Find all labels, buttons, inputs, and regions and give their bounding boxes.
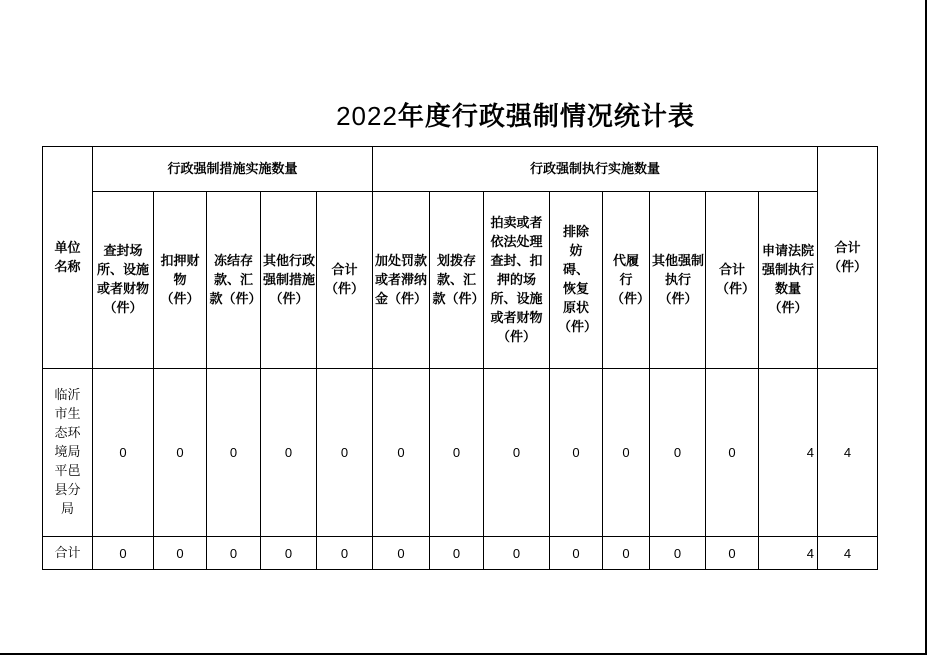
value-cell: 0 [93,369,154,537]
col-header-cell [706,192,759,369]
value-cell: 4 [759,537,818,570]
col-header-other-exec: 其他强制执行（件） [652,253,705,307]
col-header-other-measure: 其他行政强制措施（件） [263,253,316,307]
col-header-measure-total: 合计（件） [324,263,364,297]
title-year: 2022 [336,101,398,131]
col-header-cell [550,192,603,369]
value-cell: 0 [207,369,261,537]
value-cell: 4 [759,369,818,537]
value-cell: 0 [261,369,317,537]
col-header-substitute: 代履行（件） [611,253,651,307]
total-header-cell [818,147,878,369]
col-header-cell [93,192,154,369]
col-header-fine: 加处罚款或者滞纳金（件） [375,253,428,307]
col-header-cell [261,192,317,369]
unit-cell: 合计 [43,537,93,570]
value-cell: 0 [430,369,484,537]
col-header-cell [484,192,550,369]
unit-header-cell [43,147,93,369]
col-header-cell [317,192,373,369]
page-title [0,96,931,133]
col-header-exec-total: 合计（件） [716,263,756,297]
value-cell: 0 [484,369,550,537]
total-header: 合计（件） [828,240,868,275]
measures-group-header: 行政强制措施实施数量 [93,147,373,192]
table-row-total [43,537,878,570]
col-header-cell [759,192,818,369]
col-header-cell [603,192,650,369]
execution-group-header: 行政强制执行实施数量 [373,147,818,192]
value-cell: 0 [603,537,650,570]
col-header-cell [373,192,430,369]
unit-cell [43,369,93,537]
value-cell: 0 [373,369,430,537]
col-header-cell [154,192,207,369]
value-cell: 0 [261,537,317,570]
value-cell: 0 [317,537,373,570]
unit-name: 临沂市生态环境局平邑县分局 [54,388,81,517]
value-cell: 4 [818,369,878,537]
value-cell: 0 [706,369,759,537]
value-cell: 0 [154,537,207,570]
col-header-freeze: 冻结存款、汇款（件） [209,253,262,307]
value-cell: 0 [317,369,373,537]
unit-header: 单位名称 [54,240,81,275]
value-cell: 0 [373,537,430,570]
col-header-cell [430,192,484,369]
value-cell: 0 [154,369,207,537]
col-header-cell [650,192,706,369]
title-text: 年度行政强制情况统计表 [397,102,695,132]
value-cell: 0 [484,537,550,570]
value-cell: 0 [207,537,261,570]
col-header-transfer: 划拨存款、汇款（件） [432,253,485,307]
col-header-remove: 排除妨碍、恢复原状（件） [558,225,598,335]
table-row [43,369,878,537]
value-cell: 0 [650,537,706,570]
statistics-table [42,146,878,570]
value-cell: 0 [93,537,154,570]
value-cell: 0 [430,537,484,570]
col-header-court: 申请法院强制执行数量（件） [762,244,815,316]
col-header-detain: 扣押财物（件） [160,253,200,307]
value-cell: 0 [550,369,603,537]
col-header-cell [207,192,261,369]
value-cell: 4 [818,537,878,570]
col-header-seal: 查封场所、设施或者财物（件） [97,244,150,316]
value-cell: 0 [603,369,650,537]
col-header-auction: 拍卖或者依法处理查封、扣押的场所、设施或者财物（件） [490,215,543,345]
value-cell: 0 [650,369,706,537]
value-cell: 0 [550,537,603,570]
value-cell: 0 [706,537,759,570]
